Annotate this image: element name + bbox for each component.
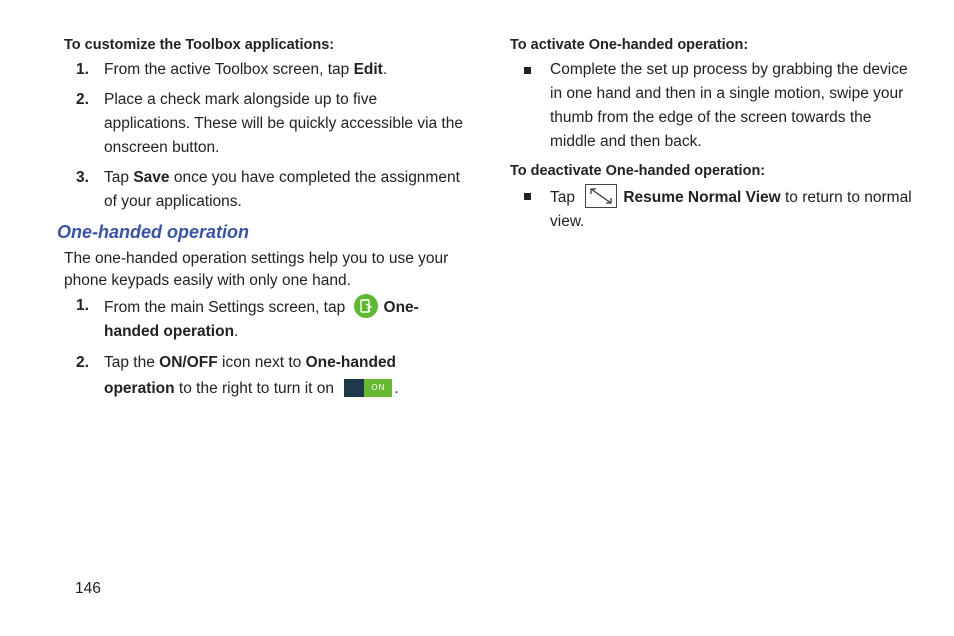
step-text: Place a check mark alongside up to five applications. These will be quickly accessible via the onscreen button. [104,91,463,156]
step-number: 2. [76,354,89,371]
bullet-bold: Resume Normal View [623,189,781,206]
activate-list [510,58,915,154]
activate-bullet [510,58,915,154]
step-bold-feature: One-handed operation [104,354,397,397]
bullet-text: Tap [550,189,580,206]
one-handed-step-1 [64,294,464,344]
one-handed-settings-icon [354,294,378,318]
step-number: 2. [76,91,89,108]
step-bold: Edit [353,61,383,78]
step-text: From the main Settings screen, tap [104,299,350,316]
step-text-end: . [394,380,399,397]
toolbox-step-2 [64,88,464,160]
step-text: From the active Toolbox screen, tap [104,61,354,78]
step-bold-onoff: ON/OFF [159,354,218,371]
activate-heading: To activate One-handed operation: [510,37,749,53]
deactivate-bullet [510,184,915,234]
step-number: 3. [76,169,89,186]
section-intro: The one-handed operation settings help you to use your phone keypads easily with only one hand. [64,250,449,289]
step-text-end: . [382,61,388,78]
right-column [510,34,915,240]
step-bold: One-handed operation [104,299,419,340]
step-text: Tap [104,169,134,186]
step-text-middle: icon next to [217,354,306,371]
step-text: Tap the [104,354,160,371]
section-title: One-handed operation [57,222,250,242]
toolbox-step-3 [64,166,464,214]
step-text-after: to the right to turn it on [174,380,339,397]
on-toggle-icon [344,379,392,397]
step-number: 1. [76,297,89,314]
one-handed-steps [64,294,464,402]
deactivate-heading: To deactivate One-handed operation: [510,163,766,179]
bullet-text-end: to return to normal view. [550,189,912,230]
toolbox-heading: To customize the Toolbox applications: [64,37,335,53]
toggle-label: ON [364,379,392,397]
step-bold: Save [133,169,170,186]
bullet-text: Complete the set up process by grabbing the device in one hand and then in a single motion, swipe your thumb from the edge of the screen towards the middle and then back. [550,61,908,150]
one-handed-step-2 [64,350,464,402]
toolbox-step-1 [64,58,464,82]
step-number: 1. [76,61,89,78]
step-text-end: once you have completed the assignment of your applications. [104,169,460,210]
left-column [57,34,464,408]
deactivate-list [510,184,915,234]
page-number: 146 [75,580,101,597]
bullet-square-icon [524,67,531,74]
step-text-end: . [234,323,239,340]
toolbox-steps [64,58,464,214]
bullet-square-icon [524,193,531,200]
resize-arrow-icon [585,184,617,208]
